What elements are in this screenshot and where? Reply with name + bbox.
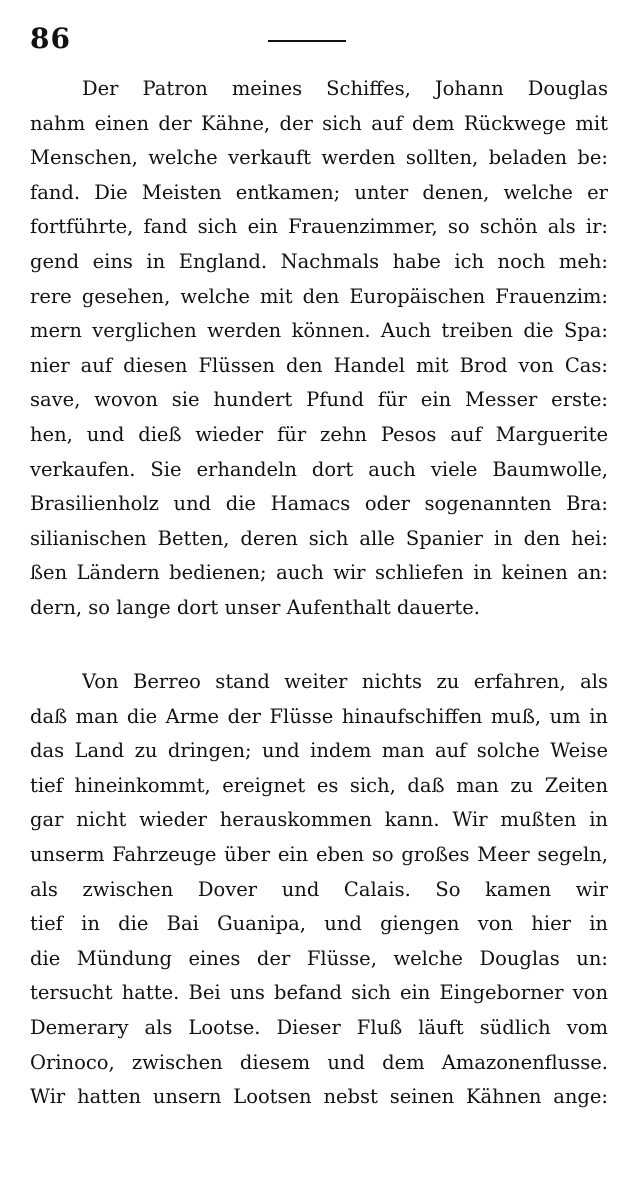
text-line: als zwischen Dover und Calais. So kamen wir — [30, 877, 608, 901]
text-line: tersucht hatte. Bei uns befand sich ein Eingeborner von — [30, 981, 608, 1005]
text-line: Von Berreo stand weiter nichts zu erfahren, als — [82, 670, 608, 693]
text-line: ßen Ländern bedienen; auch wir schliefen in keinen an: — [30, 561, 608, 585]
text-line: gar nicht wieder herauskommen kann. Wir mußten in — [30, 808, 608, 832]
text-line: rere gesehen, welche mit den Europäischen Frauenzim: — [30, 284, 608, 308]
paragraph-1 — [30, 72, 608, 626]
text-line: hen, und dieß wieder für zehn Pesos auf Marguerite — [30, 422, 608, 446]
text-line: nahm einen der Kähne, der sich auf dem Rückwege mit — [30, 111, 608, 135]
text-line: nier auf diesen Flüssen den Handel mit Brod von Cas: — [30, 353, 608, 377]
paragraph-2 — [30, 665, 608, 1115]
text-line: gend eins in England. Nachmals habe ich noch meh: — [30, 249, 608, 273]
text-line: unserm Fahrzeuge über ein eben so großes Meer segeln, — [30, 842, 608, 866]
text-line: save, wovon sie hundert Pfund für ein Messer erste: — [30, 388, 608, 412]
text-line: daß man die Arme der Flüsse hinaufschiffen muß, um in — [30, 704, 608, 728]
text-line: verkaufen. Sie erhandeln dort auch viele Baumwolle, — [30, 457, 608, 481]
text-line: silianischen Betten, deren sich alle Spanier in den hei: — [30, 526, 608, 550]
text-line: tief hineinkommt, ereignet es sich, daß man zu Zeiten — [30, 773, 608, 797]
text-line: das Land zu dringen; und indem man auf solche Weise — [30, 739, 608, 763]
text-line: fortführte, fand sich ein Frauenzimmer, so schön als ir: — [30, 215, 608, 239]
text-line: Demerary als Lootse. Dieser Fluß läuft südlich vom — [30, 1015, 608, 1039]
text-line: fand. Die Meisten entkamen; unter denen, welche er — [30, 180, 608, 204]
text-line: tief in die Bai Guanipa, und giengen von hier in — [30, 912, 608, 936]
text-line: Orinoco, zwischen diesem und dem Amazonenflusse. — [30, 1050, 608, 1074]
text-line: Menschen, welche verkauft werden sollten, beladen be: — [30, 146, 608, 170]
page-number: 86 — [30, 22, 71, 55]
text-line: Wir hatten unsern Lootsen nebst seinen Kähnen ange: — [30, 1085, 608, 1109]
text-line: Brasilienholz und die Hamacs oder sogenannten Bra: — [30, 492, 608, 516]
header-rule — [268, 40, 346, 42]
text-line: mern verglichen werden können. Auch treiben die Spa: — [30, 319, 608, 343]
text-line: die Mündung eines der Flüsse, welche Douglas un: — [30, 946, 608, 970]
text-line: Der Patron meines Schiffes, Johann Douglas — [82, 77, 608, 100]
text-line: dern, so lange dort unser Aufenthalt dauerte. — [30, 595, 481, 619]
